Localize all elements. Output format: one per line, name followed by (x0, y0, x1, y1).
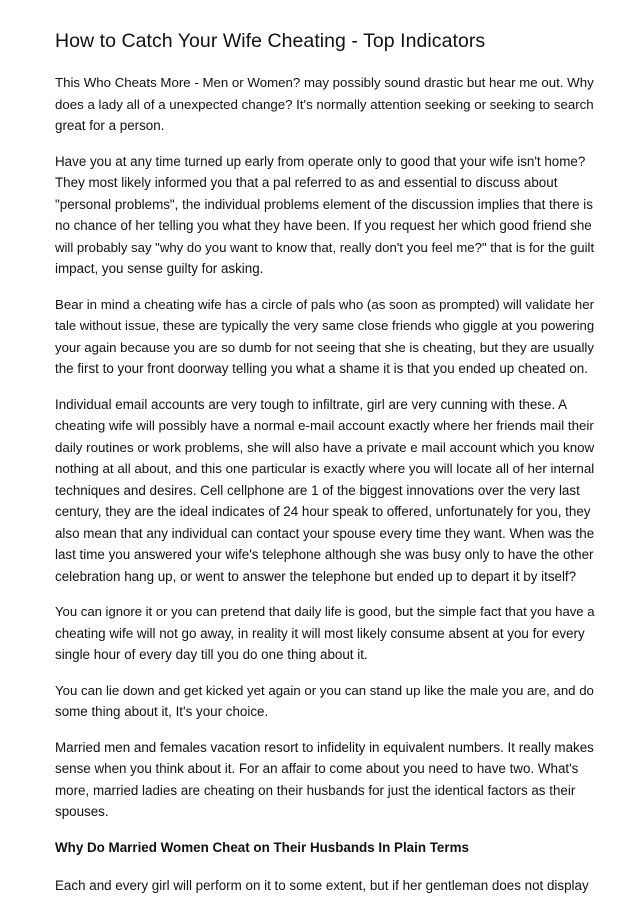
document-title: How to Catch Your Wife Cheating - Top Indicators (55, 30, 486, 52)
text-line: Bear in mind a cheating wife has a circle of pals who (as soon as prompted) will validate her (55, 296, 595, 312)
text-line: no chance of her telling you what they have been. If you request her which good friend she (55, 218, 592, 233)
text-line: some thing about it, It's your choice. (55, 704, 269, 719)
text-line: Married men and females vacation resort to infidelity in equivalent numbers. It really makes (55, 739, 594, 755)
text-line: does a lady all of a unexpected change? It's normally attention seeking or seeking to search (55, 96, 594, 112)
text-line: This Who Cheats More - Men or Women? may possibly sound drastic but hear me out. Why (55, 75, 594, 90)
text-line: daily routines or work problems, she will also have a private e mail account which you know (55, 439, 595, 455)
text-line: sense when you think about it. For an affair to come about you need to have two. What's (55, 761, 579, 776)
text-line: cheating wife will possibly have a normal e-mail account exactly where her friends mail their (55, 418, 594, 433)
text-line: last time you answered your wife's telephone although she was busy only to have the other (55, 547, 594, 562)
text-line: Have you at any time turned up early from operate only to good that your wife isn't home? (55, 153, 586, 169)
text-line: Each and every girl will perform on it to some extent, but if her gentleman does not display (55, 878, 589, 893)
text-line: techniques and desires. Cell cellphone are 1 of the biggest innovations over the very last (55, 482, 580, 498)
paragraph-3 (55, 294, 595, 380)
text-line: "personal problems", the individual problems element of the discussion implies that there is (55, 196, 593, 212)
paragraph-6 (55, 680, 594, 723)
paragraph-7 (55, 737, 594, 823)
text-line: celebration hang up, or went to answer the telephone but ended up to depart it by itself? (55, 568, 577, 584)
text-line: spouses. (55, 804, 109, 819)
text-line: impact, you sense guilty for asking. (55, 261, 264, 276)
text-line: They most likely informed you that a pal referred to as and essential to discuss about (55, 175, 558, 190)
paragraph-5 (55, 601, 595, 666)
text-line: nothing at all about, and this one particular is exactly where you will locate all of her internal (55, 461, 595, 476)
paragraph-8 (55, 875, 589, 897)
text-line: single hour of every day till you do one thing about it. (55, 647, 368, 662)
text-line: more, married ladies are cheating on their husbands for just the identical factors as their (55, 782, 576, 798)
text-line: Individual email accounts are very tough to infiltrate, girl are very cunning with these. A (55, 396, 568, 412)
text-line: century, they are the ideal indicates of 24 hour speak to offered, unfortunately for you, they (55, 504, 591, 519)
paragraph-4 (55, 394, 595, 588)
text-line: great for a person. (55, 118, 165, 133)
text-line: the first to your front doorway telling you what a shame it is that you ended up cheated on. (55, 361, 588, 376)
section-heading: Why Do Married Women Cheat on Their Husbands In Plain Terms (55, 839, 469, 855)
text-line: also mean that any individual can contact your spouse every time they want. When was the (55, 525, 595, 541)
paragraph-1 (55, 72, 594, 137)
text-line: will probably say "why do you want to know that, really don't you feel me?" that is for the guilt (55, 239, 595, 255)
text-line: You can lie down and get kicked yet again or you can stand up like the male you are, and do (55, 682, 594, 698)
text-line: cheating wife will not go away, in reality it will most likely consume absent at you for every (55, 625, 585, 641)
text-line: your again because you are so dumb for not seeing that she is cheating, but they are usually (55, 339, 594, 355)
text-line: tale without issue, these are typically the very same close friends who giggle at you powering (55, 318, 595, 333)
paragraph-2 (55, 151, 595, 280)
text-line: You can ignore it or you can pretend that daily life is good, but the simple fact that you have a (55, 604, 595, 619)
